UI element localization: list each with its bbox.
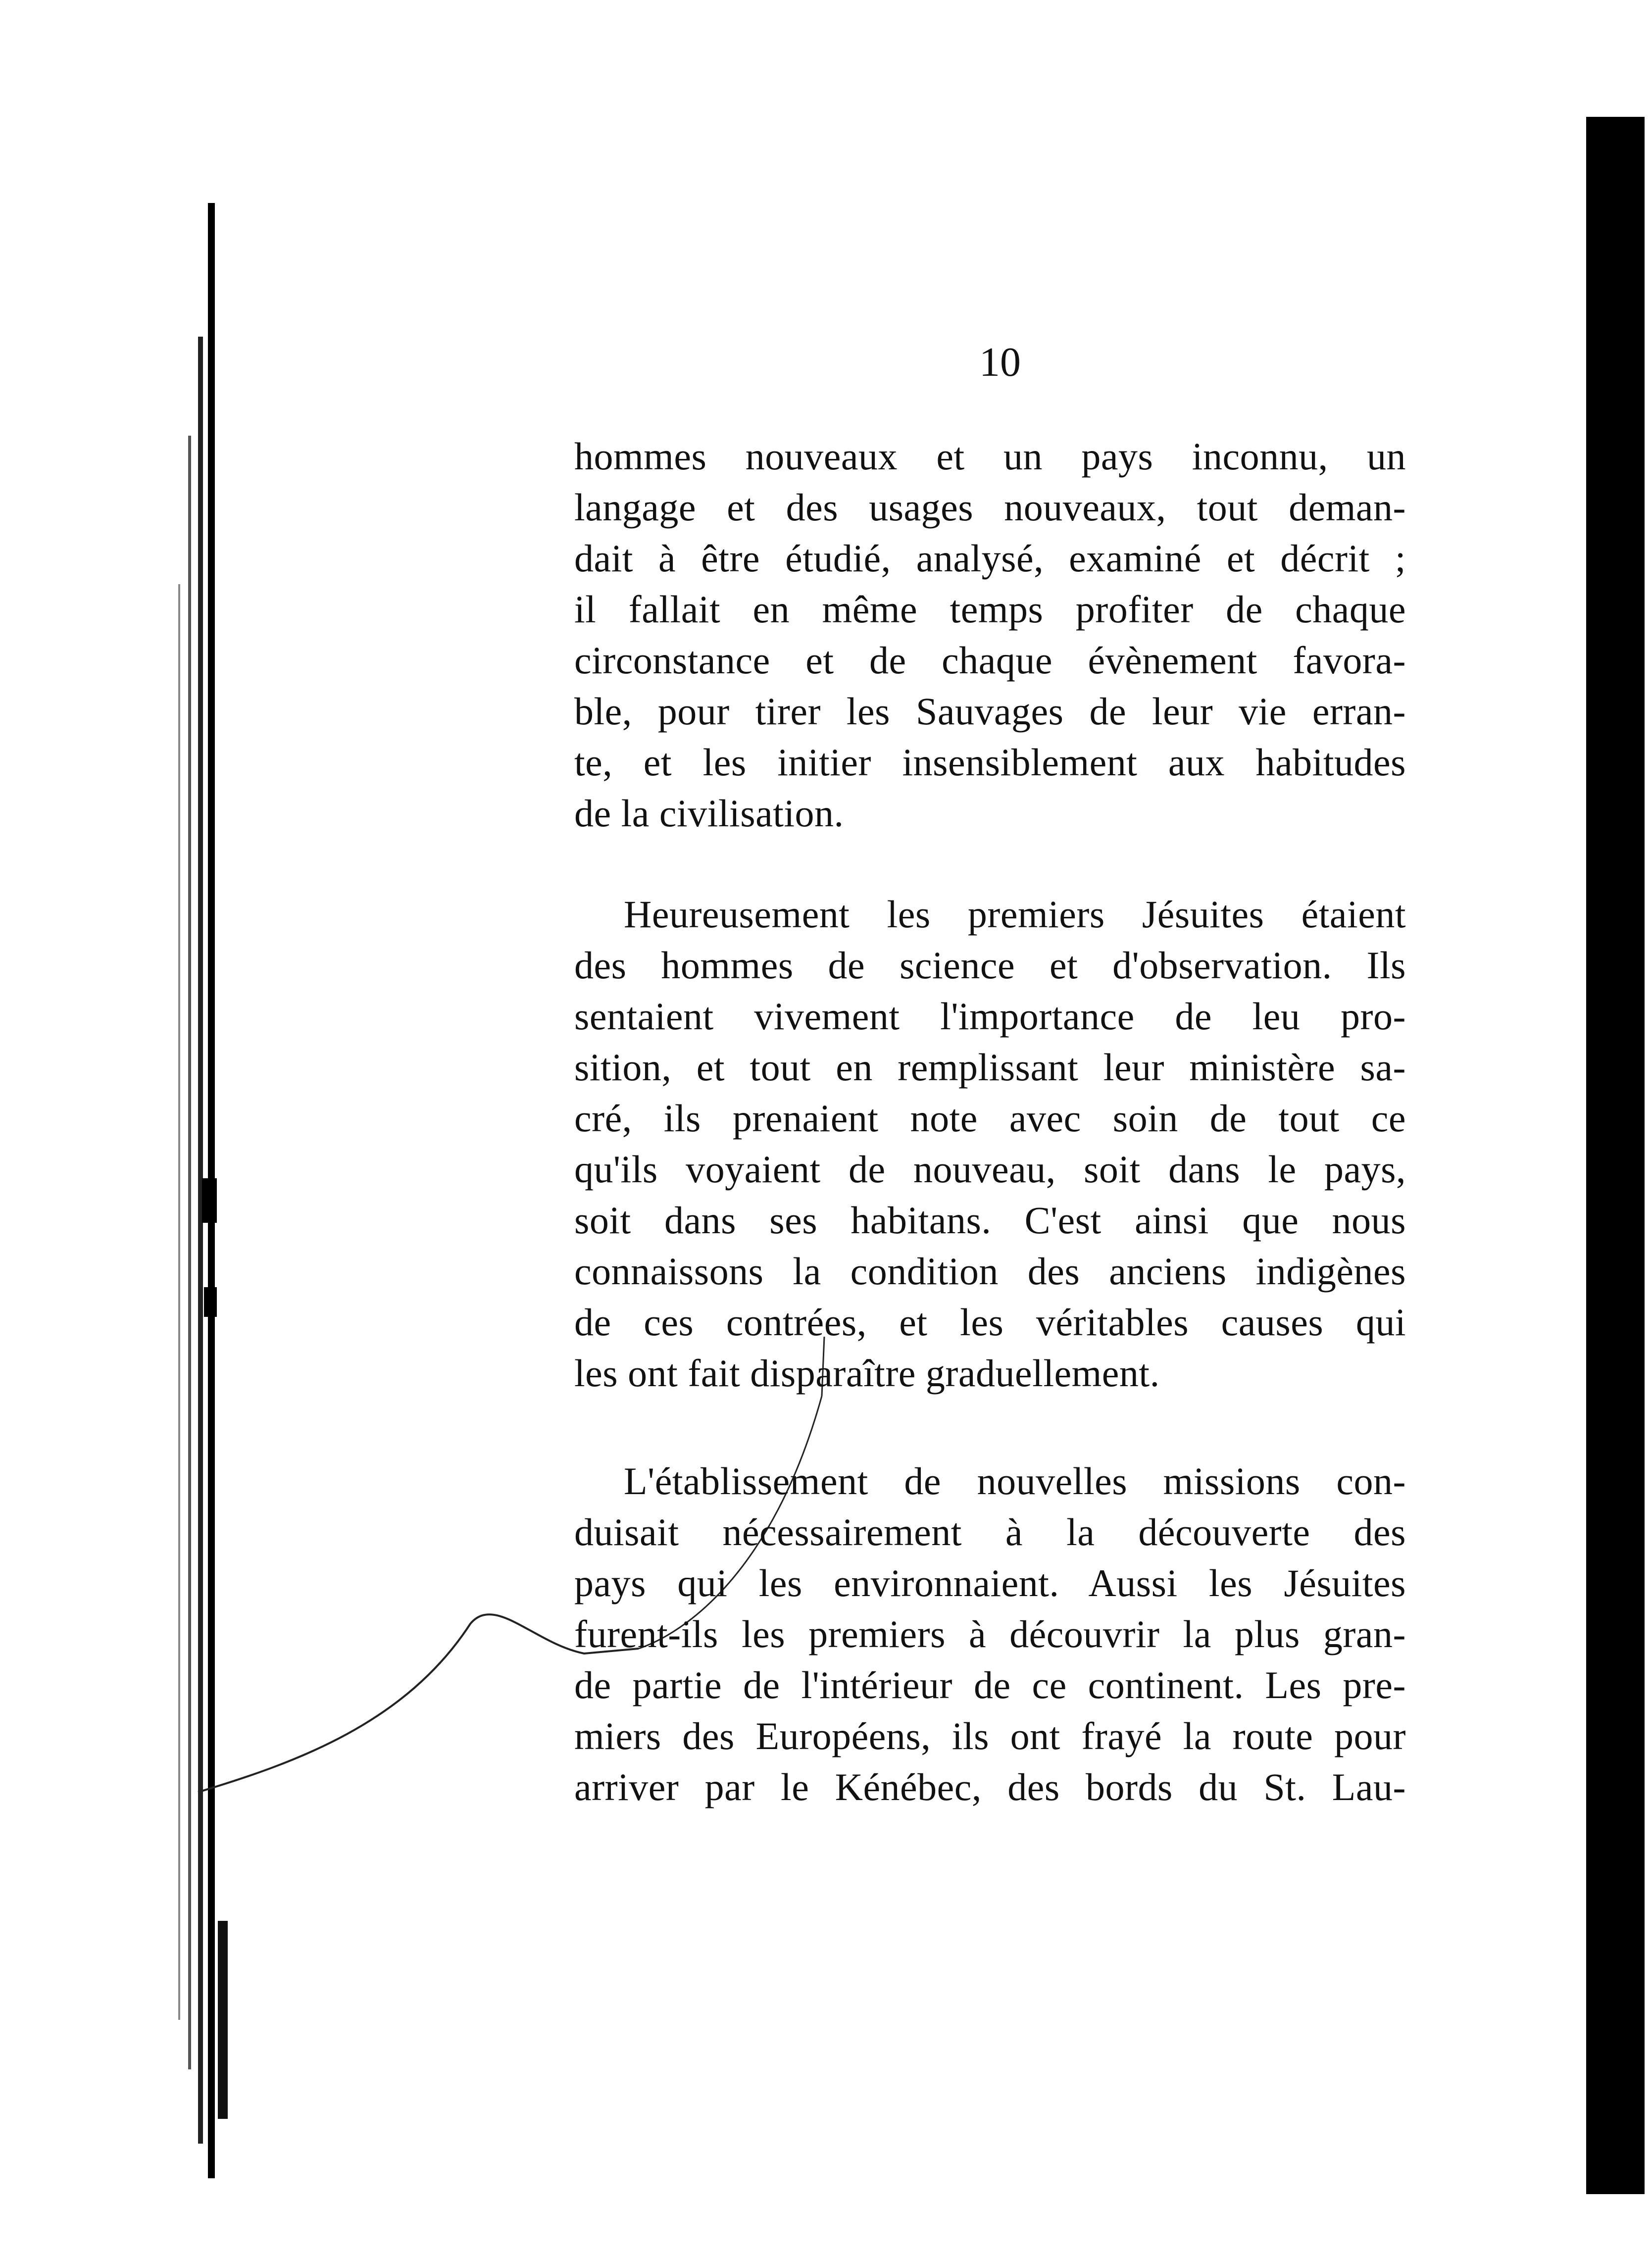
text-line: de ces contrées, et les véritables causes qui [574,1301,1406,1344]
text-line: ble, pour tirer les Sauvages de leur vie erran- [574,690,1406,733]
text-line: les ont fait disparaître graduellement. [574,1352,1160,1395]
text-line: Heureusement les premiers Jésuites étaient [624,893,1406,936]
page-number: 10 [979,339,1021,385]
text-line: cré, ils prenaient note avec soin de tout ce [574,1097,1406,1140]
text-line: hommes nouveaux et un pays inconnu, un [574,435,1406,478]
paragraph-3 [574,1455,1406,1812]
paragraph-1 [574,431,1406,839]
text-line: qu'ils voyaient de nouveau, soit dans le pays, [574,1148,1406,1191]
text-line: arriver par le Kénébec, des bords du St. Lau- [574,1765,1406,1808]
text-line: de la civilisation. [574,792,844,835]
text-line: miers des Européens, ils ont frayé la route pour [574,1714,1406,1757]
text-line: il fallait en même temps profiter de chaque [574,588,1406,631]
text-line: te, et les initier insensiblement aux habitudes [574,741,1406,784]
text-line: des hommes de science et d'observation. Ils [574,944,1406,987]
text-line: connaissons la condition des anciens indigènes [574,1250,1406,1293]
page-edge-shadow [1586,117,1645,2194]
text-line: sition, et tout en remplissant leur ministère sa- [574,1046,1406,1089]
text-line: circonstance et de chaque évènement favora- [574,639,1406,682]
text-line: furent-ils les premiers à découvrir la plus gran- [574,1612,1406,1655]
text-line: pays qui les environnaient. Aussi les Jésuites [574,1561,1406,1605]
binding-gutter-shadow [149,89,257,2183]
text-line: dait à être étudié, analysé, examiné et décrit ; [574,537,1406,580]
text-line: duisait nécessairement à la découverte des [574,1510,1406,1554]
text-line: langage et des usages nouveaux, tout deman- [574,486,1406,529]
text-line: sentaient vivement l'importance de leu pro- [574,995,1406,1038]
paragraph-2 [574,889,1406,1399]
text-line: soit dans ses habitans. C'est ainsi que nous [574,1199,1406,1242]
text-line: de partie de l'intérieur de ce continent. Les pre- [574,1663,1406,1706]
text-line: L'établissement de nouvelles missions con- [624,1459,1406,1503]
